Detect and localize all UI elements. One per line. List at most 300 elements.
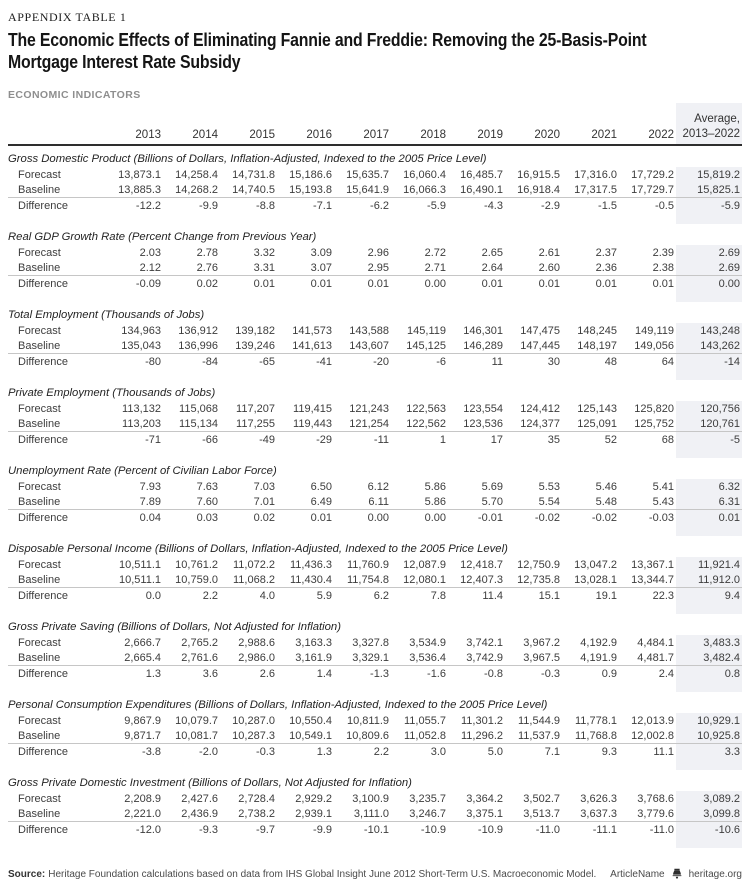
value-cell: -84 xyxy=(163,354,220,370)
footer-brand xyxy=(610,868,742,880)
value-cell: 141,613 xyxy=(292,339,332,352)
average-value-cell: 3.3 xyxy=(676,744,742,760)
value-cell: -10.9 xyxy=(391,822,448,838)
difference-row xyxy=(8,354,742,370)
year-header: 2017 xyxy=(334,103,391,145)
value-cell: -10.9 xyxy=(448,822,505,838)
page-title-line2: Mortgage Interest Rate Subsidy xyxy=(8,52,241,72)
average-value-cell: 0.00 xyxy=(676,276,742,292)
value-cell: 2,986.0 xyxy=(238,651,275,664)
value-cell: 16,485.7 xyxy=(460,168,503,181)
row-label: Difference xyxy=(8,822,106,838)
average-value-cell: 3,089.2 xyxy=(676,791,742,806)
value-cell: 16,060.4 xyxy=(403,168,446,181)
section-title: Personal Consumption Expenditures (Billions of Dollars, Inflation-Adjusted, Indexed to the 2005 Price Level) xyxy=(8,699,548,711)
baseline-row xyxy=(8,572,742,588)
value-cell: -41 xyxy=(277,354,334,370)
section-title: Total Employment (Thousands of Jobs) xyxy=(8,309,205,321)
row-label: Baseline xyxy=(18,651,61,664)
value-cell: 3,161.9 xyxy=(295,651,332,664)
value-cell: 146,289 xyxy=(463,339,503,352)
value-cell: 2.36 xyxy=(595,261,617,274)
value-cell: 10,287.3 xyxy=(232,729,275,742)
value-cell: 3,626.3 xyxy=(580,792,617,805)
value-cell: -6.2 xyxy=(334,198,391,214)
value-cell: 30 xyxy=(505,354,562,370)
value-cell: 17,316.0 xyxy=(574,168,617,181)
value-cell: 3,637.3 xyxy=(580,807,617,820)
value-cell: 3.0 xyxy=(391,744,448,760)
value-cell: 3,742.9 xyxy=(466,651,503,664)
value-cell: 123,554 xyxy=(463,402,503,415)
value-cell: 3,967.5 xyxy=(523,651,560,664)
value-cell: 3,375.1 xyxy=(466,807,503,820)
value-cell: 12,407.3 xyxy=(460,573,503,586)
difference-row xyxy=(8,198,742,214)
section-title-row xyxy=(8,536,742,557)
row-label: Difference xyxy=(8,666,106,682)
average-value-cell: -5 xyxy=(676,432,742,448)
value-cell: 2.78 xyxy=(196,246,218,259)
value-cell: 3,235.7 xyxy=(409,792,446,805)
section-spacer xyxy=(8,525,742,536)
year-header: 2020 xyxy=(505,103,562,145)
value-cell: 10,511.1 xyxy=(118,573,161,586)
page-title xyxy=(8,29,654,73)
value-cell: 13,047.2 xyxy=(574,558,617,571)
value-cell: -0.3 xyxy=(220,744,277,760)
value-cell: 0.9 xyxy=(562,666,619,682)
value-cell: 3.6 xyxy=(163,666,220,682)
value-cell: 15,641.9 xyxy=(346,183,389,196)
value-cell: 123,536 xyxy=(463,417,503,430)
difference-row xyxy=(8,276,742,292)
section-spacer xyxy=(8,291,742,302)
value-cell: 2,666.7 xyxy=(124,636,161,649)
value-cell: 2,665.4 xyxy=(124,651,161,664)
value-cell: 122,563 xyxy=(406,402,446,415)
value-cell: -7.1 xyxy=(277,198,334,214)
value-cell: 2.38 xyxy=(652,261,674,274)
value-cell: 11,296.2 xyxy=(460,729,503,742)
value-cell: 7.01 xyxy=(253,495,275,508)
difference-row xyxy=(8,744,742,760)
value-cell: 121,243 xyxy=(349,402,389,415)
value-cell: 12,002.8 xyxy=(631,729,674,742)
value-cell: -11.1 xyxy=(562,822,619,838)
value-cell: 0.01 xyxy=(619,276,676,292)
section-title-row xyxy=(8,302,742,323)
value-cell: 2.2 xyxy=(163,588,220,604)
source-text: Heritage Foundation calculations based on data from IHS Global Insight June 2012 Short-Term U.S. Macroeconomic Model. xyxy=(48,868,597,880)
value-cell: 2,208.9 xyxy=(124,792,161,805)
value-cell: 16,490.1 xyxy=(460,183,503,196)
row-label: Forecast xyxy=(18,714,61,727)
value-cell: 2.12 xyxy=(139,261,161,274)
value-cell: -11.0 xyxy=(619,822,676,838)
value-cell: 3,111.0 xyxy=(353,807,389,820)
indicators-table xyxy=(8,103,742,848)
value-cell: 12,013.9 xyxy=(631,714,674,727)
value-cell: 0.02 xyxy=(163,276,220,292)
value-cell: 14,740.5 xyxy=(232,183,275,196)
value-cell: 15.1 xyxy=(505,588,562,604)
value-cell: -0.03 xyxy=(619,510,676,526)
forecast-row xyxy=(8,245,742,260)
forecast-row xyxy=(8,167,742,182)
difference-row xyxy=(8,666,742,682)
value-cell: 10,759.0 xyxy=(175,573,218,586)
value-cell: 2,728.4 xyxy=(238,792,275,805)
value-cell: 11,778.1 xyxy=(574,714,617,727)
value-cell: 11,754.8 xyxy=(346,573,389,586)
value-cell: 10,079.7 xyxy=(175,714,218,727)
row-label: Forecast xyxy=(18,792,61,805)
average-value-cell: 10,925.8 xyxy=(676,728,742,744)
difference-row xyxy=(8,588,742,604)
footer xyxy=(8,864,742,884)
article-name: ArticleName xyxy=(610,868,665,880)
value-cell: -80 xyxy=(106,354,163,370)
value-cell: 6.12 xyxy=(367,480,389,493)
average-value-cell: 120,756 xyxy=(676,401,742,416)
value-cell: 136,996 xyxy=(178,339,218,352)
value-cell: 136,912 xyxy=(178,324,218,337)
value-cell: 5.69 xyxy=(481,480,503,493)
row-label: Forecast xyxy=(18,402,61,415)
value-cell: -0.02 xyxy=(562,510,619,526)
forecast-row xyxy=(8,323,742,338)
value-cell: 2.37 xyxy=(595,246,617,259)
value-cell: 12,735.8 xyxy=(517,573,560,586)
value-cell: -11.0 xyxy=(505,822,562,838)
row-label: Difference xyxy=(8,276,106,292)
average-value-cell: 0.01 xyxy=(676,510,742,526)
forecast-row xyxy=(8,557,742,572)
value-cell: -10.1 xyxy=(334,822,391,838)
row-label: Forecast xyxy=(18,168,61,181)
value-cell: 0.03 xyxy=(163,510,220,526)
value-cell: 2.60 xyxy=(538,261,560,274)
value-cell: -0.8 xyxy=(448,666,505,682)
baseline-row xyxy=(8,806,742,822)
value-cell: -1.5 xyxy=(562,198,619,214)
value-cell: 3,967.2 xyxy=(523,636,560,649)
value-cell: -9.9 xyxy=(163,198,220,214)
section-title: Gross Private Saving (Billions of Dollars, Not Adjusted for Inflation) xyxy=(8,621,341,633)
year-header: 2015 xyxy=(220,103,277,145)
value-cell: 3,779.6 xyxy=(637,807,674,820)
value-cell: 0.02 xyxy=(220,510,277,526)
value-cell: 11,301.2 xyxy=(460,714,503,727)
value-cell: 52 xyxy=(562,432,619,448)
value-cell: 3,364.2 xyxy=(466,792,503,805)
section-title-row xyxy=(8,770,742,791)
value-cell: -5.9 xyxy=(391,198,448,214)
value-cell: 16,915.5 xyxy=(517,168,560,181)
value-cell: 3.07 xyxy=(310,261,332,274)
value-cell: -2.0 xyxy=(163,744,220,760)
row-label: Baseline xyxy=(18,495,61,508)
value-cell: -0.5 xyxy=(619,198,676,214)
value-cell: 1 xyxy=(391,432,448,448)
value-cell: 11.1 xyxy=(619,744,676,760)
value-cell: 3.32 xyxy=(253,246,275,259)
value-cell: 2,221.0 xyxy=(124,807,161,820)
value-cell: 145,119 xyxy=(407,324,446,337)
header-row xyxy=(8,103,742,145)
value-cell: 5.43 xyxy=(652,495,674,508)
value-cell: 5.0 xyxy=(448,744,505,760)
value-cell: 5.86 xyxy=(424,495,446,508)
section-spacer xyxy=(8,759,742,770)
value-cell: 3,100.9 xyxy=(352,792,389,805)
value-cell: 2.76 xyxy=(196,261,218,274)
value-cell: 2.95 xyxy=(367,261,389,274)
value-cell: 148,245 xyxy=(577,324,617,337)
value-cell: 14,258.4 xyxy=(175,168,218,181)
section-title: Disposable Personal Income (Billions of Dollars, Inflation-Adjusted, Indexed to the 2005 Price Level) xyxy=(8,543,508,555)
value-cell: 0.01 xyxy=(220,276,277,292)
year-header: 2018 xyxy=(391,103,448,145)
average-value-cell: 143,248 xyxy=(676,323,742,338)
value-cell: 125,143 xyxy=(577,402,617,415)
row-label: Baseline xyxy=(18,573,61,586)
value-cell: 48 xyxy=(562,354,619,370)
value-cell: 14,731.8 xyxy=(232,168,275,181)
value-cell: 3.09 xyxy=(310,246,332,259)
value-cell: 139,182 xyxy=(235,324,275,337)
value-cell: 11,068.2 xyxy=(232,573,275,586)
value-cell: 6.11 xyxy=(368,495,389,508)
value-cell: 2.71 xyxy=(424,261,446,274)
value-cell: 2,738.2 xyxy=(238,807,275,820)
value-cell: 0.04 xyxy=(106,510,163,526)
value-cell: 124,377 xyxy=(520,417,560,430)
value-cell: 2.03 xyxy=(139,246,161,259)
value-cell: 15,186.6 xyxy=(289,168,332,181)
row-label: Baseline xyxy=(18,183,61,196)
value-cell: 2.65 xyxy=(481,246,503,259)
table-subtitle: ECONOMIC INDICATORS xyxy=(8,89,141,101)
value-cell: -65 xyxy=(220,354,277,370)
value-cell: 5.46 xyxy=(595,480,617,493)
row-label: Difference xyxy=(8,588,106,604)
value-cell: -0.02 xyxy=(505,510,562,526)
value-cell: 11,537.9 xyxy=(517,729,560,742)
value-cell: 4,481.7 xyxy=(637,651,674,664)
average-value-cell: 2.69 xyxy=(676,260,742,276)
value-cell: 7.1 xyxy=(505,744,562,760)
value-cell: 7.60 xyxy=(196,495,218,508)
value-cell: 143,607 xyxy=(349,339,389,352)
value-cell: 11,768.8 xyxy=(574,729,617,742)
value-cell: 2,436.9 xyxy=(181,807,218,820)
value-cell: 0.0 xyxy=(106,588,163,604)
value-cell: 12,418.7 xyxy=(460,558,503,571)
value-cell: 2,427.6 xyxy=(181,792,218,805)
average-value-cell: 10,929.1 xyxy=(676,713,742,728)
value-cell: -8.8 xyxy=(220,198,277,214)
value-cell: 2.96 xyxy=(367,246,389,259)
value-cell: -0.09 xyxy=(106,276,163,292)
value-cell: 13,367.1 xyxy=(631,558,674,571)
value-cell: 7.8 xyxy=(391,588,448,604)
value-cell: -6 xyxy=(391,354,448,370)
value-cell: 149,119 xyxy=(635,324,674,337)
value-cell: 35 xyxy=(505,432,562,448)
row-label: Difference xyxy=(8,744,106,760)
value-cell: 14,268.2 xyxy=(175,183,218,196)
value-cell: 122,562 xyxy=(406,417,446,430)
value-cell: -12.2 xyxy=(106,198,163,214)
heritage-bell-icon xyxy=(671,868,683,880)
value-cell: 10,761.2 xyxy=(175,558,218,571)
value-cell: -2.9 xyxy=(505,198,562,214)
row-label: Baseline xyxy=(18,729,61,742)
section-spacer xyxy=(8,603,742,614)
average-value-cell: 120,761 xyxy=(676,416,742,432)
value-cell: 12,750.9 xyxy=(517,558,560,571)
section-spacer xyxy=(8,837,742,848)
section-title-row xyxy=(8,614,742,635)
value-cell: 11,430.4 xyxy=(289,573,332,586)
value-cell: 5.53 xyxy=(538,480,560,493)
average-value-cell: 0.8 xyxy=(676,666,742,682)
section-title: Gross Private Domestic Investment (Billions of Dollars, Not Adjusted for Inflation) xyxy=(8,777,412,789)
value-cell: 121,254 xyxy=(349,417,389,430)
page-title-line1: The Economic Effects of Eliminating Fannie and Freddie: Removing the 25-Basis-Point xyxy=(8,30,647,50)
value-cell: 68 xyxy=(619,432,676,448)
value-cell: 22.3 xyxy=(619,588,676,604)
value-cell: 4,192.9 xyxy=(580,636,617,649)
value-cell: 2,765.2 xyxy=(181,636,218,649)
forecast-row xyxy=(8,713,742,728)
value-cell: 5.9 xyxy=(277,588,334,604)
value-cell: 2.39 xyxy=(652,246,674,259)
row-label: Forecast xyxy=(18,636,61,649)
section-title-row xyxy=(8,224,742,245)
value-cell: 4.0 xyxy=(220,588,277,604)
value-cell: 4,191.9 xyxy=(580,651,617,664)
value-cell: 16,918.4 xyxy=(517,183,560,196)
value-cell: 10,811.9 xyxy=(346,714,389,727)
source-label: Source: xyxy=(8,868,46,880)
section-title: Private Employment (Thousands of Jobs) xyxy=(8,387,216,399)
value-cell: 139,246 xyxy=(235,339,275,352)
value-cell: 148,197 xyxy=(577,339,617,352)
difference-row xyxy=(8,822,742,838)
row-label: Forecast xyxy=(18,558,61,571)
difference-row xyxy=(8,510,742,526)
value-cell: 2,761.6 xyxy=(181,651,218,664)
value-cell: 3,246.7 xyxy=(409,807,446,820)
value-cell: 5.41 xyxy=(652,480,674,493)
value-cell: 125,091 xyxy=(577,417,617,430)
value-cell: 7.03 xyxy=(253,480,275,493)
baseline-row xyxy=(8,338,742,354)
value-cell: 11,072.2 xyxy=(232,558,275,571)
value-cell: 135,043 xyxy=(121,339,161,352)
average-value-cell: 6.32 xyxy=(676,479,742,494)
row-label: Difference xyxy=(8,510,106,526)
value-cell: -3.8 xyxy=(106,744,163,760)
site-link: heritage.org xyxy=(688,868,742,880)
baseline-row xyxy=(8,182,742,198)
row-label: Forecast xyxy=(18,324,61,337)
value-cell: 6.2 xyxy=(334,588,391,604)
value-cell: 10,550.4 xyxy=(289,714,332,727)
section-spacer xyxy=(8,213,742,224)
value-cell: 0.00 xyxy=(391,276,448,292)
value-cell: 12,087.9 xyxy=(403,558,446,571)
baseline-row xyxy=(8,260,742,276)
value-cell: 149,056 xyxy=(634,339,674,352)
value-cell: 6.49 xyxy=(310,495,332,508)
table-eyebrow: APPENDIX TABLE 1 xyxy=(8,10,127,24)
average-value-cell: 9.4 xyxy=(676,588,742,604)
value-cell: 147,445 xyxy=(520,339,560,352)
value-cell: 143,588 xyxy=(349,324,389,337)
value-cell: 2.64 xyxy=(481,261,503,274)
value-cell: 3,327.8 xyxy=(352,636,389,649)
baseline-row xyxy=(8,650,742,666)
value-cell: 13,028.1 xyxy=(574,573,617,586)
year-header: 2021 xyxy=(562,103,619,145)
baseline-row xyxy=(8,728,742,744)
value-cell: 0.01 xyxy=(277,276,334,292)
average-value-cell: 3,483.3 xyxy=(676,635,742,650)
value-cell: 2.6 xyxy=(220,666,277,682)
value-cell: 10,809.6 xyxy=(346,729,389,742)
value-cell: 7.63 xyxy=(196,480,218,493)
value-cell: 11,544.9 xyxy=(517,714,560,727)
value-cell: 0.01 xyxy=(505,276,562,292)
average-header: Average, 2013–2022 xyxy=(676,103,742,145)
row-label: Baseline xyxy=(18,807,61,820)
value-cell: -9.9 xyxy=(277,822,334,838)
section-title-row xyxy=(8,458,742,479)
value-cell: -9.7 xyxy=(220,822,277,838)
value-cell: 5.70 xyxy=(481,495,503,508)
value-cell: 3,329.1 xyxy=(352,651,389,664)
row-label: Forecast xyxy=(18,480,61,493)
value-cell: 11.4 xyxy=(448,588,505,604)
average-value-cell: 3,099.8 xyxy=(676,806,742,822)
value-cell: 17,729.7 xyxy=(631,183,674,196)
forecast-row xyxy=(8,635,742,650)
value-cell: -0.3 xyxy=(505,666,562,682)
value-cell: 117,207 xyxy=(236,402,275,415)
value-cell: 64 xyxy=(619,354,676,370)
section-title-row xyxy=(8,145,742,167)
value-cell: 113,132 xyxy=(122,402,161,415)
value-cell: 10,549.1 xyxy=(289,729,332,742)
value-cell: 15,193.8 xyxy=(289,183,332,196)
section-title-row xyxy=(8,692,742,713)
value-cell: -20 xyxy=(334,354,391,370)
average-value-cell: -5.9 xyxy=(676,198,742,214)
average-value-cell: 11,921.4 xyxy=(676,557,742,572)
value-cell: 10,287.0 xyxy=(232,714,275,727)
value-cell: 9.3 xyxy=(562,744,619,760)
year-header: 2013 xyxy=(106,103,163,145)
section-title: Unemployment Rate (Percent of Civilian Labor Force) xyxy=(8,465,277,477)
year-header: 2016 xyxy=(277,103,334,145)
value-cell: 10,511.1 xyxy=(118,558,161,571)
average-value-cell: 3,482.4 xyxy=(676,650,742,666)
value-cell: 134,963 xyxy=(121,324,161,337)
